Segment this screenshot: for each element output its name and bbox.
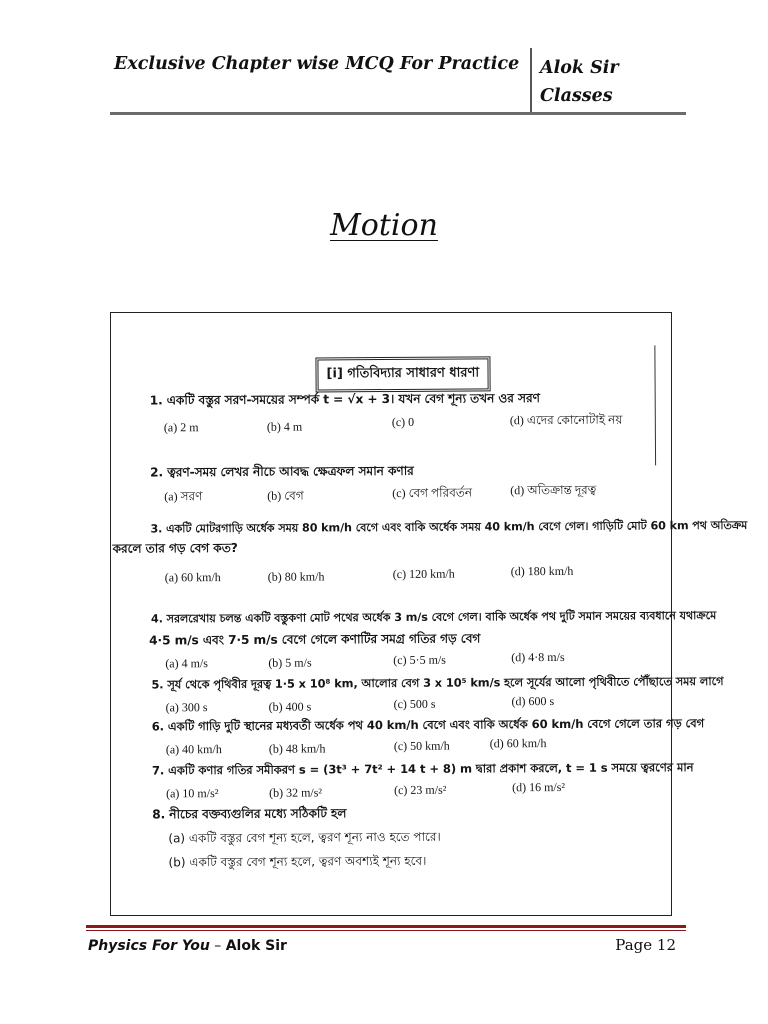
option-b: (b) 32 m/s² xyxy=(269,785,323,800)
question-5 xyxy=(111,673,724,715)
option-b: (b) 48 km/h xyxy=(268,741,326,756)
option-b: (b) 5 m/s xyxy=(268,655,312,670)
scan-edge-line xyxy=(654,345,656,465)
option-a: (a) 300 s xyxy=(165,700,208,715)
footer-author: Alok Sir xyxy=(225,938,287,954)
option-a: (a) 4 m/s xyxy=(165,656,208,671)
option-c: (c) 23 m/s² xyxy=(394,782,447,797)
option-b: (b) 4 m xyxy=(266,419,303,434)
option-d: (d) অতিক্রান্ত দূরত্ব xyxy=(510,482,597,498)
option-c: (c) 5·5 m/s xyxy=(393,652,446,667)
question-4 xyxy=(111,607,717,671)
option-a: (a) 60 km/h xyxy=(164,570,221,585)
option-d: (d) 60 km/h xyxy=(489,736,547,751)
question-6 xyxy=(112,715,705,757)
section-box-title: [i] গতিবিদ্যার সাধারণ ধারণা xyxy=(315,356,490,392)
option-d: (d) 16 m/s² xyxy=(512,779,566,795)
footer-rule-thin xyxy=(86,930,686,931)
option-b: (b) বেগ xyxy=(267,488,304,503)
question-text: 3. একটি মোটরগাড়ি অর্ধেক সময় 80 km/h বেগে এবং বাকি অর্ধেক সময় 40 km/h বেগে গেল। গাড়িটি মোট 60 km পথ অতিক্রম xyxy=(150,518,748,536)
question-text: 8. নীচের বক্তব্যগুলির মধ্যে সঠিকটি হল xyxy=(152,806,347,822)
scanned-content xyxy=(109,311,748,918)
option-a: (a) 10 m/s² xyxy=(166,786,219,801)
scanned-question-image xyxy=(110,312,748,916)
option-c: (c) 500 s xyxy=(393,696,436,711)
question-text: 5. সূর্য থেকে পৃথিবীর দূরত্ব 1·5 x 10⁸ km, আলোর বেগ 3 x 10⁵ km/s হলে সূর্যের আলো পৃথিবীতে পৌঁছাতে সময় লাগে xyxy=(151,673,724,692)
statement-b: (b) একটি বস্তুর বেগ শূন্য হলে, ত্বরণ অবশ্যই শূন্য হবে। xyxy=(168,853,427,870)
page-header xyxy=(110,48,686,115)
option-c: (c) 0 xyxy=(391,414,415,429)
question-text-cont: করলে তার গড় বেগ কত? xyxy=(112,540,238,556)
header-author: Alok Sir Classes xyxy=(540,58,619,106)
option-c: (c) 50 km/h xyxy=(393,738,450,753)
question-text: 7. একটি কণার গতির সমীকরণ s = (3t³ + 7t² + 14 t + 8) m দ্বারা প্রকাশ করলে, t = 1 s সময়ে ত্বরণের মান xyxy=(151,760,694,778)
footer-separator: – xyxy=(209,938,226,954)
option-a: (a) 2 m xyxy=(163,420,199,435)
header-title: Exclusive Chapter wise MCQ For Practice xyxy=(114,54,520,74)
option-a: (a) 40 km/h xyxy=(165,742,222,757)
page-title-text: Motion xyxy=(330,208,438,243)
option-b: (b) 400 s xyxy=(268,699,312,714)
option-b: (b) 80 km/h xyxy=(267,569,325,584)
page-title xyxy=(0,208,768,243)
statement-a: (a) একটি বস্তুর বেগ শূন্য হলে, ত্বরণ শূন্য নাও হতে পারে। xyxy=(168,829,441,846)
option-a: (a) সরণ xyxy=(164,489,203,504)
question-text: 1. একটি বস্তুর সরণ-সময়ের সম্পর্ক t = √x + 3। যখন বেগ শূন্য তখন ওর সরণ xyxy=(149,391,540,408)
page-number: Page 12 xyxy=(615,936,676,954)
option-d: (d) 4·8 m/s xyxy=(511,649,565,665)
question-2 xyxy=(110,461,672,504)
footer-brand: Physics For You xyxy=(88,938,210,954)
footer-credit xyxy=(88,938,287,954)
question-text: 2. ত্বরণ-সময় লেখর নীচে আবদ্ধ ক্ষেত্রফল সমান কণার xyxy=(150,463,414,480)
question-7 xyxy=(112,759,694,801)
footer-rule xyxy=(86,925,686,928)
option-c: (c) বেগ পরিবর্তন xyxy=(392,485,473,500)
option-d: (d) 600 s xyxy=(511,694,555,709)
question-text: 6. একটি গাড়ি দুটি স্থানের মধ্যবর্তী অর্ধেক পথ 40 km/h বেগে এবং বাকি অর্ধেক 60 km/h বেগে গেলে তার গড় বেগ xyxy=(151,716,705,734)
option-d: (d) এদের কোনোটাই নয় xyxy=(509,412,623,428)
question-text-cont: 4·5 m/s এবং 7·5 m/s বেগে গেলে কণাটির সমগ্র গতির গড় বেগ xyxy=(149,631,481,648)
question-8 xyxy=(112,803,674,870)
question-3 xyxy=(110,517,748,585)
option-d: (d) 180 km/h xyxy=(510,563,574,579)
option-c: (c) 120 km/h xyxy=(392,566,455,581)
question-text: 4. সরলরেখায় চলন্ত একটি বস্তুকণা মোট পথের অর্ধেক 3 m/s বেগে গেল। বাকি অর্ধেক পথ দুটি সমান সময়ের ব্যবধানে যথাক্রমে xyxy=(150,609,717,626)
header-divider xyxy=(530,48,532,112)
